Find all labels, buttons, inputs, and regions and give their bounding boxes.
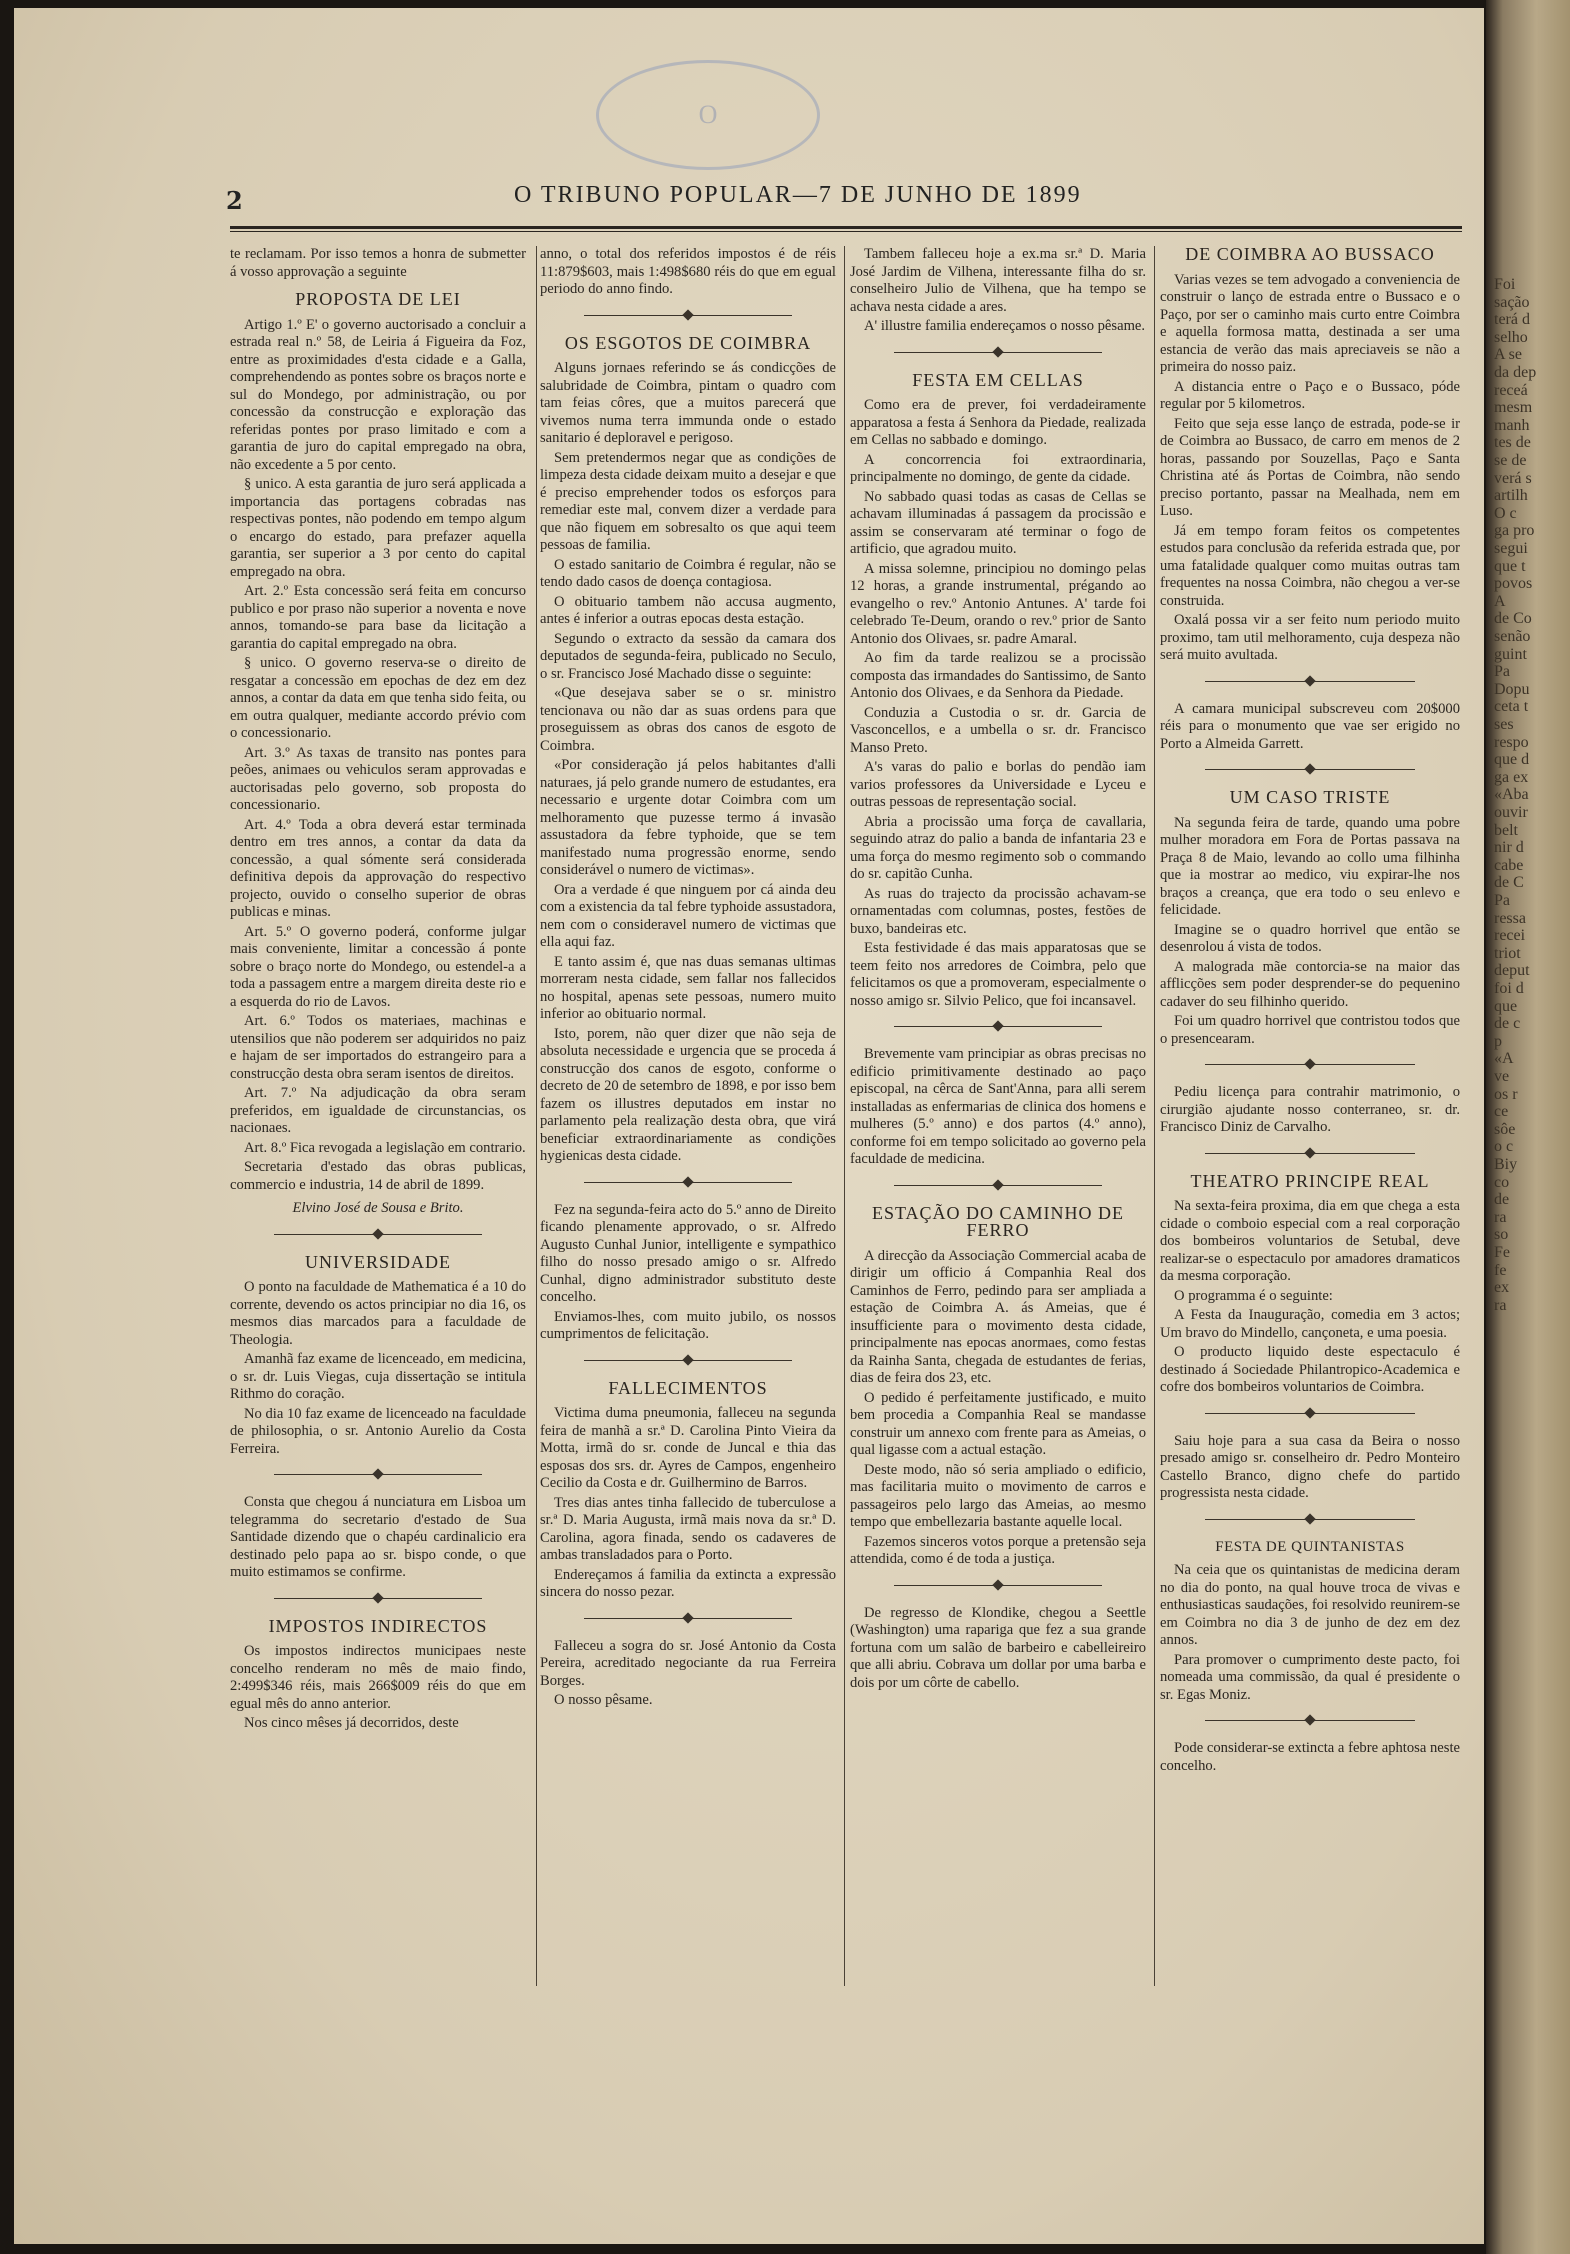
section-divider [584, 309, 791, 323]
margin-fragment: triot [1494, 944, 1521, 962]
paragraph: Abria a procissão uma força de cavallaria, seguindo atraz do palio a banda de infantaria 23 e uma força do mesmo regimento sob o commando do sr. capitão Cunha. [850, 813, 1146, 882]
section-divider [584, 1176, 791, 1190]
margin-fragment: povos [1494, 575, 1533, 593]
section-divider [584, 1612, 791, 1626]
paragraph: Consta que chegou á nunciatura em Lisboa um telegramma do secretario d'estado de Sua Santidade dizendo que o chapéu cardinalicio era destinado pelo papa ao sr. bispo conde, o que muito estimamos se confirme. [230, 1494, 526, 1580]
margin-fragment: Pa [1494, 892, 1510, 909]
paragraph: Secretaria d'estado das obras publicas, commercio e industria, 14 de abril de 1899. [230, 1159, 526, 1193]
paragraph: Isto, porem, não quer dizer que não seja de absoluta necessidade e urgencia que se proceda á construcção dos canos de esgoto, conforme o decreto de 20 de setembro de 1898, e por isso bem fazem os illustres deputados em instar no parlamento pela realização desta obra, que virá beneficiar extraordinariamente as condições hygienicas desta cidade. [540, 1025, 836, 1164]
margin-fragment: de Co [1494, 610, 1532, 628]
paragraph: Art. 4.º Toda a obra deverá estar terminada dentro em tres annos, a contar da data da concessão, a qual sómente será considerada definitiva depois da approvação do respectivo projecto, ouvido o conselho superior de obras publicas e minas. [230, 816, 526, 920]
margin-fragment: da dep [1494, 364, 1537, 381]
section-divider [1205, 1513, 1415, 1527]
masthead: O TRIBUNO POPULAR—7 DE JUNHO DE 1899 [514, 182, 1082, 208]
margin-fragment: que t [1494, 557, 1526, 575]
column-4 [1160, 246, 1460, 1777]
margin-fragment: ex [1494, 1279, 1510, 1297]
section-heading: FALLECIMENTOS [608, 1377, 768, 1398]
paragraph: Feito que seja esse lanço de estrada, pode-se ir de Coimbra ao Bussaco, de carro em menos de 2 horas, passando por Souzellas, Paço e Santa Christina até ás Portas de Coimbra, não sendo preciso portanto, passar na Mealhada, nem em Luso. [1160, 415, 1460, 519]
section-heading: FESTA EM CELLAS [912, 369, 1084, 390]
paragraph: Art. 7.º Na adjudicação da obra seram preferidos, em igualdade de circunstancias, os nacionaes. [230, 1085, 526, 1136]
paragraph: Fazemos sinceros votos porque a pretensão seja attendida, como é de toda a justiça. [850, 1533, 1146, 1567]
column-divider [1154, 246, 1155, 1986]
margin-fragment: tes de [1494, 434, 1531, 452]
margin-fragment: ses [1494, 716, 1514, 733]
section-divider [1205, 763, 1415, 777]
newspaper-page [14, 8, 1484, 2244]
margin-fragment: p [1494, 1032, 1502, 1050]
section-heading: UNIVERSIDADE [305, 1251, 451, 1272]
paragraph: Para promover o cumprimento deste pacto, foi nomeada uma commissão, da qual é presidente o sr. Egas Moniz. [1160, 1651, 1460, 1703]
paragraph: A' illustre familia endereçamos o nosso pêsame. [864, 318, 1146, 334]
margin-fragment: respo [1494, 733, 1529, 751]
margin-fragment: terá d [1494, 311, 1530, 329]
margin-fragment: Dopu [1494, 680, 1530, 698]
margin-fragment: ra [1494, 1208, 1507, 1226]
paragraph: Art. 3.º As taxas de transito nas pontes para peões, animaes ou vehiculos seram approvadas e auctorisadas pelo governo, sob proposta do concessionario. [230, 744, 526, 813]
paragraph: Os impostos indirectos municipaes neste concelho renderam no mês de maio findo, 2:499$346 réis, mais 266$009 réis do que em egual mês do anno anterior. [230, 1643, 526, 1712]
section-divider [1205, 1058, 1415, 1072]
margin-fragment: ressa [1494, 909, 1526, 927]
margin-fragment: o c [1494, 1138, 1514, 1156]
margin-fragment: sôe [1494, 1120, 1516, 1138]
paragraph: Art. 2.º Esta concessão será feita em concurso publico e por praso não superior a noventa e nove annos, tomando-se para base da licitação a garantia do capital empregado na obra. [230, 583, 526, 652]
section-heading: IMPOSTOS INDIRECTOS [268, 1615, 488, 1636]
paragraph: Brevemente vam principiar as obras precisas no edificio primitivamente destinado ao paço episcopal, na cêrca de Sant'Anna, para alli serem installadas as enfermarias de clinica dos homens e mulheres (5.º anno) e dos partos (4.º anno), conforme foi em tempo solicitado ao governo pela faculdade de medicina. [850, 1046, 1146, 1167]
adjacent-page-edge [1486, 0, 1570, 2254]
margin-fragment: foi d [1494, 980, 1524, 997]
margin-fragment: ga pro [1494, 522, 1535, 540]
margin-fragment: ve [1494, 1068, 1510, 1085]
paragraph: Já em tempo foram feitos os competentes estudos para conclusão da referida estrada que, por uma fatalidade qualquer como muitas outras tam frequentes na nossa Coimbra, não chegou a ver-se construida. [1160, 522, 1460, 609]
section-heading: PROPOSTA DE LEI [295, 289, 461, 309]
paragraph: Esta festividade é das mais apparatosas que se teem feito nos arredores de Coimbra, pelo que felicitamos os que a promoveram, especialmente o nosso amigo sr. Silvio Pelico, que foi incansavel. [850, 940, 1146, 1009]
margin-fragment: deput [1494, 962, 1530, 980]
paragraph: Sem pretendermos negar que as condições de limpeza desta cidade deixam muito a desejar e que é preciso emprehender todos os esforços para remediar este mal, convem dizer a verdade para que não fiquem em sobresalto os que aqui teem pessoas de familia. [540, 449, 836, 553]
margin-fragment: recei [1494, 927, 1526, 945]
paragraph: Na ceia que os quintanistas de medicina deram no dia do ponto, na qual houve troca de vivas e enthusiasticas saudações, foi resolvido reunirem-se em Coimbra no dia 3 de junho de dez em dez annos. [1160, 1562, 1460, 1648]
margin-fragment: receá [1494, 381, 1528, 399]
paragraph: As ruas do trajecto da procissão achavam-se ornamentadas com columnas, postes, festões de buxo, bandeiras etc. [850, 885, 1146, 937]
paragraph: A concorrencia foi extraordinaria, principalmente no domingo, de gente da cidade. [850, 451, 1146, 485]
paragraph: Imagine se o quadro horrivel que então se desenrolou á vista de todos. [1160, 921, 1460, 955]
paragraph: Foi um quadro horrivel que contristou todos que o presencearam. [1160, 1013, 1460, 1047]
paragraph: Falleceu a sogra do sr. José Antonio da Costa Pereira, acreditado negociante da rua Ferreira Borges. [540, 1637, 836, 1689]
margin-fragment: Pa [1494, 663, 1510, 681]
paragraph: Art. 5.º O governo poderá, conforme julgar mais conveniente, limitar a concessão á ponte sobre o braço norte do Mondego, ou estendel-a a toda a passagem entre a margem direita deste rio e a esquerda do rio de Lavos. [230, 923, 526, 1010]
paragraph: A camara municipal subscreveu com 20$000 réis para o monumento que vae ser erigido no Porto a Almeida Garrett. [1160, 700, 1460, 752]
paragraph: A malograda mãe contorcia-se na maior das afflicções sem poder desprender-se do pequenino cadaver do seu filhinho querido. [1160, 958, 1460, 1010]
paragraph: O nosso pêsame. [554, 1692, 653, 1708]
margin-fragment: selho [1494, 328, 1528, 346]
paragraph: E tanto assim é, que nas duas semanas ultimas morreram nesta cidade, sem fallar nos fallecidos no hospital, apenas sete pessoas, numero muito inferior ao obituario normal. [540, 953, 836, 1022]
paragraph: Endereçamos á familia da extincta a expressão sincera do nosso pezar. [540, 1566, 836, 1600]
section-heading: FESTA DE QUINTANISTAS [1215, 1538, 1405, 1555]
section-heading: ESTAÇÃO DO CAMINHO DE FERRO [871, 1202, 1125, 1240]
section-divider [894, 1579, 1101, 1593]
paragraph: Deste modo, não só seria ampliado o edificio, mas facilitaria muito o movimento de carros e passageiros pelo largo das Ameias, ao mesmo tempo que embellezaria bastante aquelle local. [850, 1461, 1146, 1530]
paragraph: § unico. A esta garantia de juro será applicada a importancia das portagens cobradas nas respectivas pontes, não podendo em tempo algum o encargo do estado, para prefazer aquella garantia, ser superior a 3 por cento do capital empregado na obra. [230, 476, 526, 580]
margin-fragment: fe [1494, 1261, 1507, 1279]
paragraph: «Por consideração já pelos habitantes d'alli naturaes, já pelo grande numero de estudantes, era necessario e urgente dotar Coimbra com um melhoramento que puzesse termo á invasão assustadora da febre typhoide, que se tem manifestado numa progressão enorme, sendo considerável o numero de victimas». [540, 757, 836, 878]
margin-fragment: cabe [1494, 856, 1524, 874]
paragraph: O pedido é perfeitamente justificado, e muito bem procedia a Companhia Real se mandasse construir um annexo com frente para as Ameias, o qual ligasse com a actual estação. [850, 1389, 1146, 1458]
margin-fragment: O c [1494, 504, 1517, 522]
paragraph: A missa solemne, principiou no domingo pelas 12 horas, a grande instrumental, prégando ao evangelho o rev.º Antonio Antunes. A' tarde foi celebrado Te-Deum, orando o rev.º prior de Santo Antonio dos Olivaes, sr. padre Amaral. [850, 560, 1146, 647]
section-divider [894, 1020, 1101, 1034]
paragraph: Artigo 1.º E' o governo auctorisado a concluir a estrada real n.º 58, de Leiria á Figueira da Foz, entre as proximidades d'esta cidade e a Galla, comprehendendo as pontes sobre os braços norte e sul do Mondego, por administração, ou por concessão da construcção e exploração das referidas pontes por praso limitado e com a garantia de juro do capital empregado na obra, não excedente a 5 por cento. [230, 316, 526, 473]
margin-fragment: Foi [1494, 276, 1516, 293]
paragraph: Ora a verdade é que ninguem por cá ainda deu com a existencia da tal febre typhoide assustadora, nem com o consideravel numero de victimas que ella aqui faz. [540, 881, 836, 950]
margin-fragment: que d [1494, 751, 1530, 769]
paragraph: O programma é o seguinte: [1174, 1287, 1333, 1304]
section-divider [894, 346, 1101, 360]
margin-fragment: A [1494, 592, 1506, 610]
section-divider [274, 1592, 481, 1606]
paragraph: A Festa da Inauguração, comedia em 3 actos; Um bravo do Mindello, cançoneta, e uma poesia. [1160, 1307, 1460, 1341]
margin-fragment: artilh [1494, 487, 1528, 505]
section-divider [584, 1354, 791, 1368]
section-heading: OS ESGOTOS DE COIMBRA [564, 332, 812, 353]
paragraph: De regresso de Klondike, chegou a Seettle (Washington) uma rapariga que fez a sua grande fortuna com um salão de barbeiro e cabelleireiro que alli abriu. Cobrava um dollar por uma barba e dois por um côrte de cabello. [850, 1604, 1146, 1691]
margin-fragment: guint [1494, 645, 1527, 663]
paragraph: Art. 6.º Todos os materiaes, machinas e utensilios que não poderem ser adquiridos no paiz e hajam de ser importados do estrangeiro para a construcção desta obra seram isentos de direitos. [230, 1013, 526, 1082]
paragraph: Enviamos-lhes, com muito jubilo, os nossos cumprimentos de felicitação. [540, 1308, 836, 1342]
column-divider [536, 246, 537, 1986]
margin-fragment: «A [1494, 1050, 1514, 1068]
margin-fragment: de C [1494, 874, 1524, 892]
margin-fragment: co [1494, 1173, 1510, 1191]
page-number: 2 [226, 186, 243, 215]
paragraph: Oxalá possa vir a ser feito num periodo muito proximo, tam util melhoramento, cuja despeza não será muito avultada. [1160, 612, 1460, 663]
margin-fragment: manh [1494, 416, 1530, 434]
margin-fragment: «Aba [1494, 786, 1529, 804]
paragraph: Como era de prever, foi verdadeiramente apparatosa a festa á Senhora da Piedade, realizada em Cellas no sabbado e domingo. [850, 397, 1146, 448]
margin-fragment: Biy [1494, 1156, 1518, 1173]
section-divider [1205, 1714, 1415, 1728]
paragraph: O obituario tambem não accusa augmento, antes é inferior a outras epocas desta estação. [540, 593, 836, 627]
paragraph: O producto liquido deste espectaculo é destinado á Sociedade Philantropico-Academica e cofre dos bombeiros voluntarios de Coimbra. [1160, 1344, 1460, 1395]
margin-fragment: os r [1494, 1085, 1518, 1103]
margin-fragment: Fe [1494, 1244, 1510, 1261]
margin-fragment: de [1494, 1191, 1510, 1209]
margin-fragment: so [1494, 1226, 1509, 1244]
section-divider [274, 1468, 481, 1482]
column-1 [230, 246, 526, 1735]
paragraph: O estado sanitario de Coimbra é regular, não se tendo dado casos de doença contagiosa. [540, 556, 836, 590]
section-divider [1205, 1147, 1415, 1161]
margin-fragment: nir d [1494, 839, 1524, 857]
paragraph: O ponto na faculdade de Mathematica é a 10 do corrente, devendo os actos principiar no dia 16, os mesmos dias marcados para a faculdade de Theologia. [230, 1279, 526, 1348]
paragraph: «Que desejava saber se o sr. ministro tencionava ou não dar as suas ordens para que proseguissem as obras dos canos de esgoto de Coimbra. [540, 685, 836, 754]
margin-fragment: senão [1494, 628, 1531, 645]
margin-fragment: belt [1494, 821, 1518, 839]
paragraph: Na sexta-feira proxima, dia em que chega a esta cidade o comboio especial com a real corporação dos bombeiros voluntarios de Setubal, deve realizar-se o espectaculo por amadores dramaticos da mesma corporação. [1160, 1198, 1460, 1284]
margin-fragment: verá s [1494, 469, 1532, 487]
section-divider [894, 1179, 1101, 1193]
margin-fragment: ga ex [1494, 768, 1529, 786]
column-3 [850, 246, 1146, 1694]
signature: Elvino José de Sousa e Brito. [292, 1200, 464, 1216]
section-heading: UM CASO TRISTE [1229, 787, 1391, 807]
library-stamp: O [596, 60, 820, 170]
paragraph: te reclamam. Por isso temos a honra de submetter á vosso approvação a seguinte [230, 246, 526, 280]
paragraph: § unico. O governo reserva-se o direito de resgatar a concessão em epochas de dez em dez annos, a contar da data em que tenha sido feita, ou em outra qualquer, mediante accordo prévio com o concessionario. [230, 655, 526, 741]
margin-fragment: ra [1494, 1296, 1507, 1314]
margin-fragment: segui [1494, 540, 1528, 557]
paragraph: Conduzia a Custodia o sr. dr. Garcia de Vasconcellos, e a umbella o sr. dr. Francisco Manso Preto. [850, 704, 1146, 756]
paragraph: Pode considerar-se extincta a febre aphtosa neste concelho. [1160, 1740, 1460, 1774]
paragraph: Tres dias antes tinha fallecido de tuberculose a sr.ª D. Maria Augusta, irmã mais nova da sr.ª D. Carolina, agora finada, sendo os cadaveres de ambas transladados para o Porto. [540, 1494, 836, 1563]
margin-fragment: sação [1494, 293, 1530, 311]
section-divider [1205, 1407, 1415, 1421]
paragraph: Saiu hoje para a sua casa da Beira o nosso presado amigo sr. conselheiro dr. Pedro Monteiro Castello Branco, digno chefe do partido progressista nesta cidade. [1160, 1432, 1460, 1501]
margin-fragment: ce [1494, 1103, 1509, 1121]
paragraph: No sabbado quasi todas as casas de Cellas se achavam illuminadas á passagem da procissão e assim se conservaram até terminar o fogo de artificio, que agradou muito. [850, 488, 1146, 557]
paragraph: A distancia entre o Paço e o Bussaco, póde regular por 5 kilometros. [1160, 378, 1460, 412]
margin-fragment: ceta t [1494, 698, 1529, 716]
paragraph: Fez na segunda-feira acto do 5.º anno de Direito ficando plenamente approvado, o sr. Alfredo Augusto Cunhal Junior, intelligente e sympathico filho do nosso presado amigo o sr. Alfredo Cunhal, digno administrador substituto deste concelho. [540, 1201, 836, 1305]
paragraph: Varias vezes se tem advogado a conveniencia de construir o lanço de estrada entre o Bussaco e o Paço, por ser o caminho mais curto entre Coimbra e aquella formosa matta, destinada a ser uma estancia de verão das mais apreciaveis se não a primeira do nosso paiz. [1160, 271, 1460, 375]
paragraph: Victima duma pneumonia, falleceu na segunda feira de manhã a sr.ª D. Carolina Pinto Vieira da Motta, irmã do sr. conde de Juncal e thia das esposas dos srs. dr. Ayres de Campos, engenheiro Cecilio da Costa e dr. Guilhermino de Barros. [540, 1405, 836, 1491]
paragraph: Tambem falleceu hoje a ex.ma sr.ª D. Maria José Jardim de Vilhena, interessante filha do sr. conselheiro Julio de Vilhena, que ha tempo se achava nesta cidade a ares. [850, 246, 1146, 315]
section-divider [1205, 675, 1415, 689]
column-2 [540, 246, 836, 1712]
paragraph: Alguns jornaes referindo se ás condicções de salubridade de Coimbra, pintam o quadro com tam feias côres, que a muitos parecerá que vivemos numa terra immunda onde o estado sanitario é deploravel e perigoso. [540, 360, 836, 446]
paragraph: Segundo o extracto da sessão da camara dos deputados de segunda-feira, publicado no Seculo, o sr. Francisco José Machado disse o seguinte: [540, 630, 836, 682]
section-heading: THEATRO PRINCIPE REAL [1190, 1170, 1430, 1191]
section-divider [274, 1228, 481, 1242]
column-divider [844, 246, 845, 1986]
paragraph: anno, o total dos referidos impostos é de réis 11:879$603, mais 1:498$680 réis do que em egual periodo do anno findo. [540, 246, 836, 297]
paragraph: Amanhã faz exame de licenceado, em medicina, o sr. dr. Luis Viegas, cuja dissertação se intitula Rithmo do coração. [230, 1351, 526, 1402]
paragraph: Na segunda feira de tarde, quando uma pobre mulher moradora em Fora de Portas passava na Praça 8 de Maio, levando ao collo uma filhinha que ia mostrar ao medico, viu expirar-lhe nos braços a creança, que era todo o seu enlevo e felicidade. [1160, 814, 1460, 918]
margin-fragment: mesm [1494, 399, 1533, 417]
paragraph: Pediu licença para contrahir matrimonio, o cirurgião ajudante nosso conterraneo, sr. dr. Francisco Diniz de Carvalho. [1160, 1084, 1460, 1135]
margin-fragment: A se [1494, 346, 1522, 364]
paragraph: No dia 10 faz exame de licenceado na faculdade de philosophia, o sr. Antonio Aurelio da Costa Ferreira. [230, 1405, 526, 1457]
paragraph: A direcção da Associação Commercial acaba de dirigir um officio á Companhia Real dos Caminhos de Ferro, pedindo para ser ampliada a estação de Coimbra A. ás Ameias, que é insufficiente para o movimento desta cidade, principalmente nas epocas anormaes, como festas da Rainha Santa, chegada de estudantes de ferias, dias de feira dos 23, etc. [850, 1247, 1146, 1386]
margin-fragment: se de [1494, 452, 1527, 469]
paragraph: Ao fim da tarde realizou se a procissão composta das irmandades do Santissimo, de Santo Antonio dos Olivaes, e da Senhora da Piedade. [850, 650, 1146, 701]
paragraph: Art. 8.º Fica revogada a legislação em contrario. [244, 1139, 526, 1156]
margin-fragment: ouvir [1494, 804, 1528, 821]
masthead-rule [230, 226, 1462, 232]
section-heading: DE COIMBRA AO BUSSACO [1185, 244, 1435, 264]
paragraph: Nos cinco mêses já decorridos, deste [244, 1715, 459, 1731]
paragraph: A's varas do palio e borlas do pendão iam varios professores da Universidade e Lyceu e outras pessoas de representação social. [850, 759, 1146, 810]
margin-fragment: de c [1494, 1015, 1521, 1033]
margin-fragment: que [1494, 997, 1518, 1015]
